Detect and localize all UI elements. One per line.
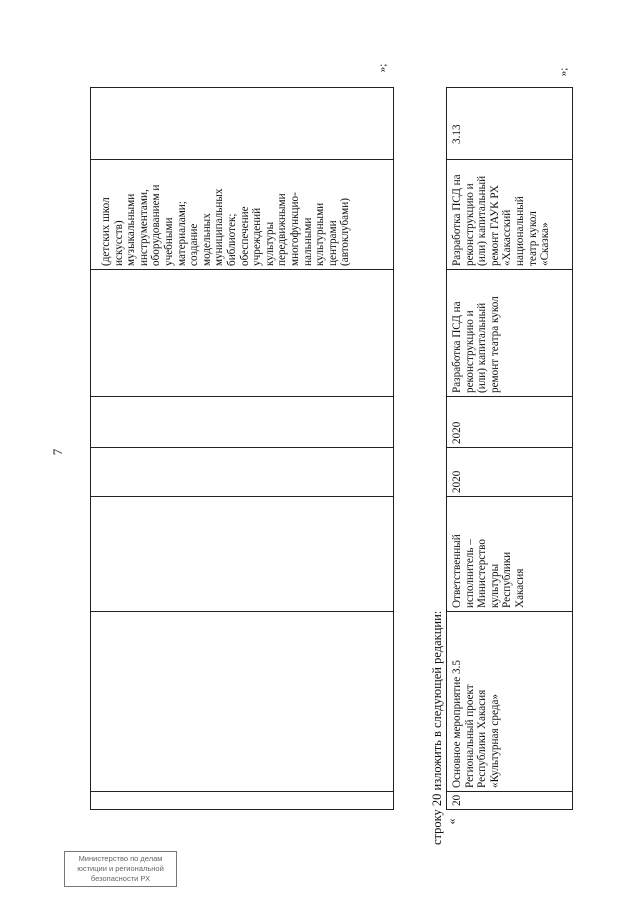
short-result: Разработка ПСД на реконструкцию и (или) капитальный ремонт театра кукол bbox=[451, 296, 501, 393]
instruction-text: строку 20 изложить в следующей редакции: bbox=[430, 610, 444, 845]
closing-quote-2: »; bbox=[557, 67, 570, 77]
table1-line bbox=[90, 611, 394, 612]
registration-stamp bbox=[64, 851, 177, 887]
detailed-result: Разработка ПСД на реконструкцию и (или) капитальный ремонт ГАУК РХ «Хакасский национальный театр кукол «Сказка» bbox=[451, 174, 552, 266]
table1-line bbox=[90, 447, 394, 448]
stamp-line-1: Министерство по делам bbox=[78, 854, 163, 863]
end-year: 2020 bbox=[451, 421, 463, 444]
table1-line bbox=[90, 269, 394, 270]
stamp-line-2: юстиции и региональной bbox=[77, 864, 164, 873]
executor: Ответственный исполнитель – Министерство культуры Республики Хакасия bbox=[451, 534, 526, 608]
table1-line bbox=[90, 159, 394, 160]
table2-line bbox=[446, 791, 573, 792]
opening-quote: « bbox=[444, 818, 459, 825]
page-number: 7 bbox=[50, 448, 65, 456]
row-number: 20 bbox=[451, 794, 463, 806]
table2-line bbox=[446, 396, 573, 397]
start-year: 2020 bbox=[451, 470, 463, 493]
table2-line bbox=[446, 159, 573, 160]
closing-quote-1: »; bbox=[376, 63, 389, 73]
table2-line bbox=[446, 447, 573, 448]
stamp-line-3: безопасности РХ bbox=[90, 874, 151, 883]
table1-line bbox=[90, 496, 394, 497]
table1-line bbox=[90, 791, 394, 792]
table2-line bbox=[446, 611, 573, 612]
table1-result-cell: (детских школ искусств) музыкальными инструментами, оборудованием и учебными материалами; создание модельных муниципальных библиотек; обеспечение учреждений культуры передвижными многофункцио- нальными культурными центрами (автоклубами) bbox=[100, 184, 352, 266]
table2-line bbox=[446, 496, 573, 497]
indicator-link: 3.13 bbox=[451, 124, 463, 144]
table1-line bbox=[90, 396, 394, 397]
table2-line bbox=[446, 269, 573, 270]
event-name: Основное мероприятие 3.5 Региональный проект Республики Хакасия «Культурная среда» bbox=[451, 660, 501, 788]
